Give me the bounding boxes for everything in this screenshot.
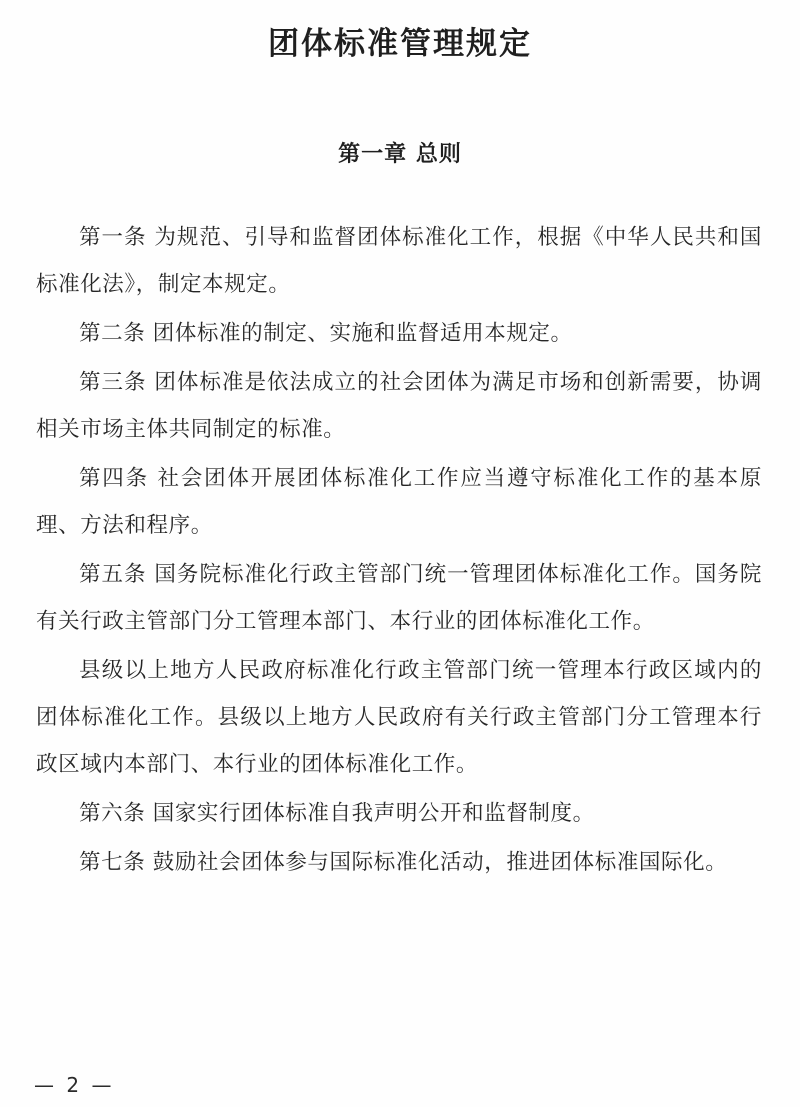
paragraph-article-2: 第二条 团体标准的制定、实施和监督适用本规定。 (79, 321, 573, 346)
paragraph-article-1: 第一条 为规范、引导和监督团体标准化工作，根据《中华人民共和国标准化法》，制定本规定。 (36, 225, 762, 297)
paragraph-article-4: 第四条 社会团体开展团体标准化工作应当遵守标准化工作的基本原理、方法和程序。 (36, 466, 762, 538)
paragraph-article-5-continued: 县级以上地方人民政府标准化行政主管部门统一管理本行政区域内的团体标准化工作。县级以上地方人民政府有关行政主管部门分工管理本行政区域内本部门、本行业的团体标准化工作。 (36, 658, 762, 777)
paragraph-article-3: 第三条 团体标准是依法成立的社会团体为满足市场和创新需要，协调相关市场主体共同制定的标准。 (36, 370, 762, 442)
paragraph-article-5: 第五条 国务院标准化行政主管部门统一管理团体标准化工作。国务院有关行政主管部门分工管理本部门、本行业的团体标准化工作。 (36, 562, 762, 634)
page-title: 团体标准管理规定 (268, 26, 532, 62)
paragraph-article-6: 第六条 国家实行团体标准自我声明公开和监督制度。 (79, 801, 595, 826)
page-number: — 2 — (34, 1073, 115, 1097)
document-body (0, 214, 800, 886)
paragraph-article-7: 第七条 鼓励社会团体参与国际标准化活动，推进团体标准国际化。 (79, 850, 728, 875)
chapter-heading: 第一章 总则 (338, 142, 462, 167)
